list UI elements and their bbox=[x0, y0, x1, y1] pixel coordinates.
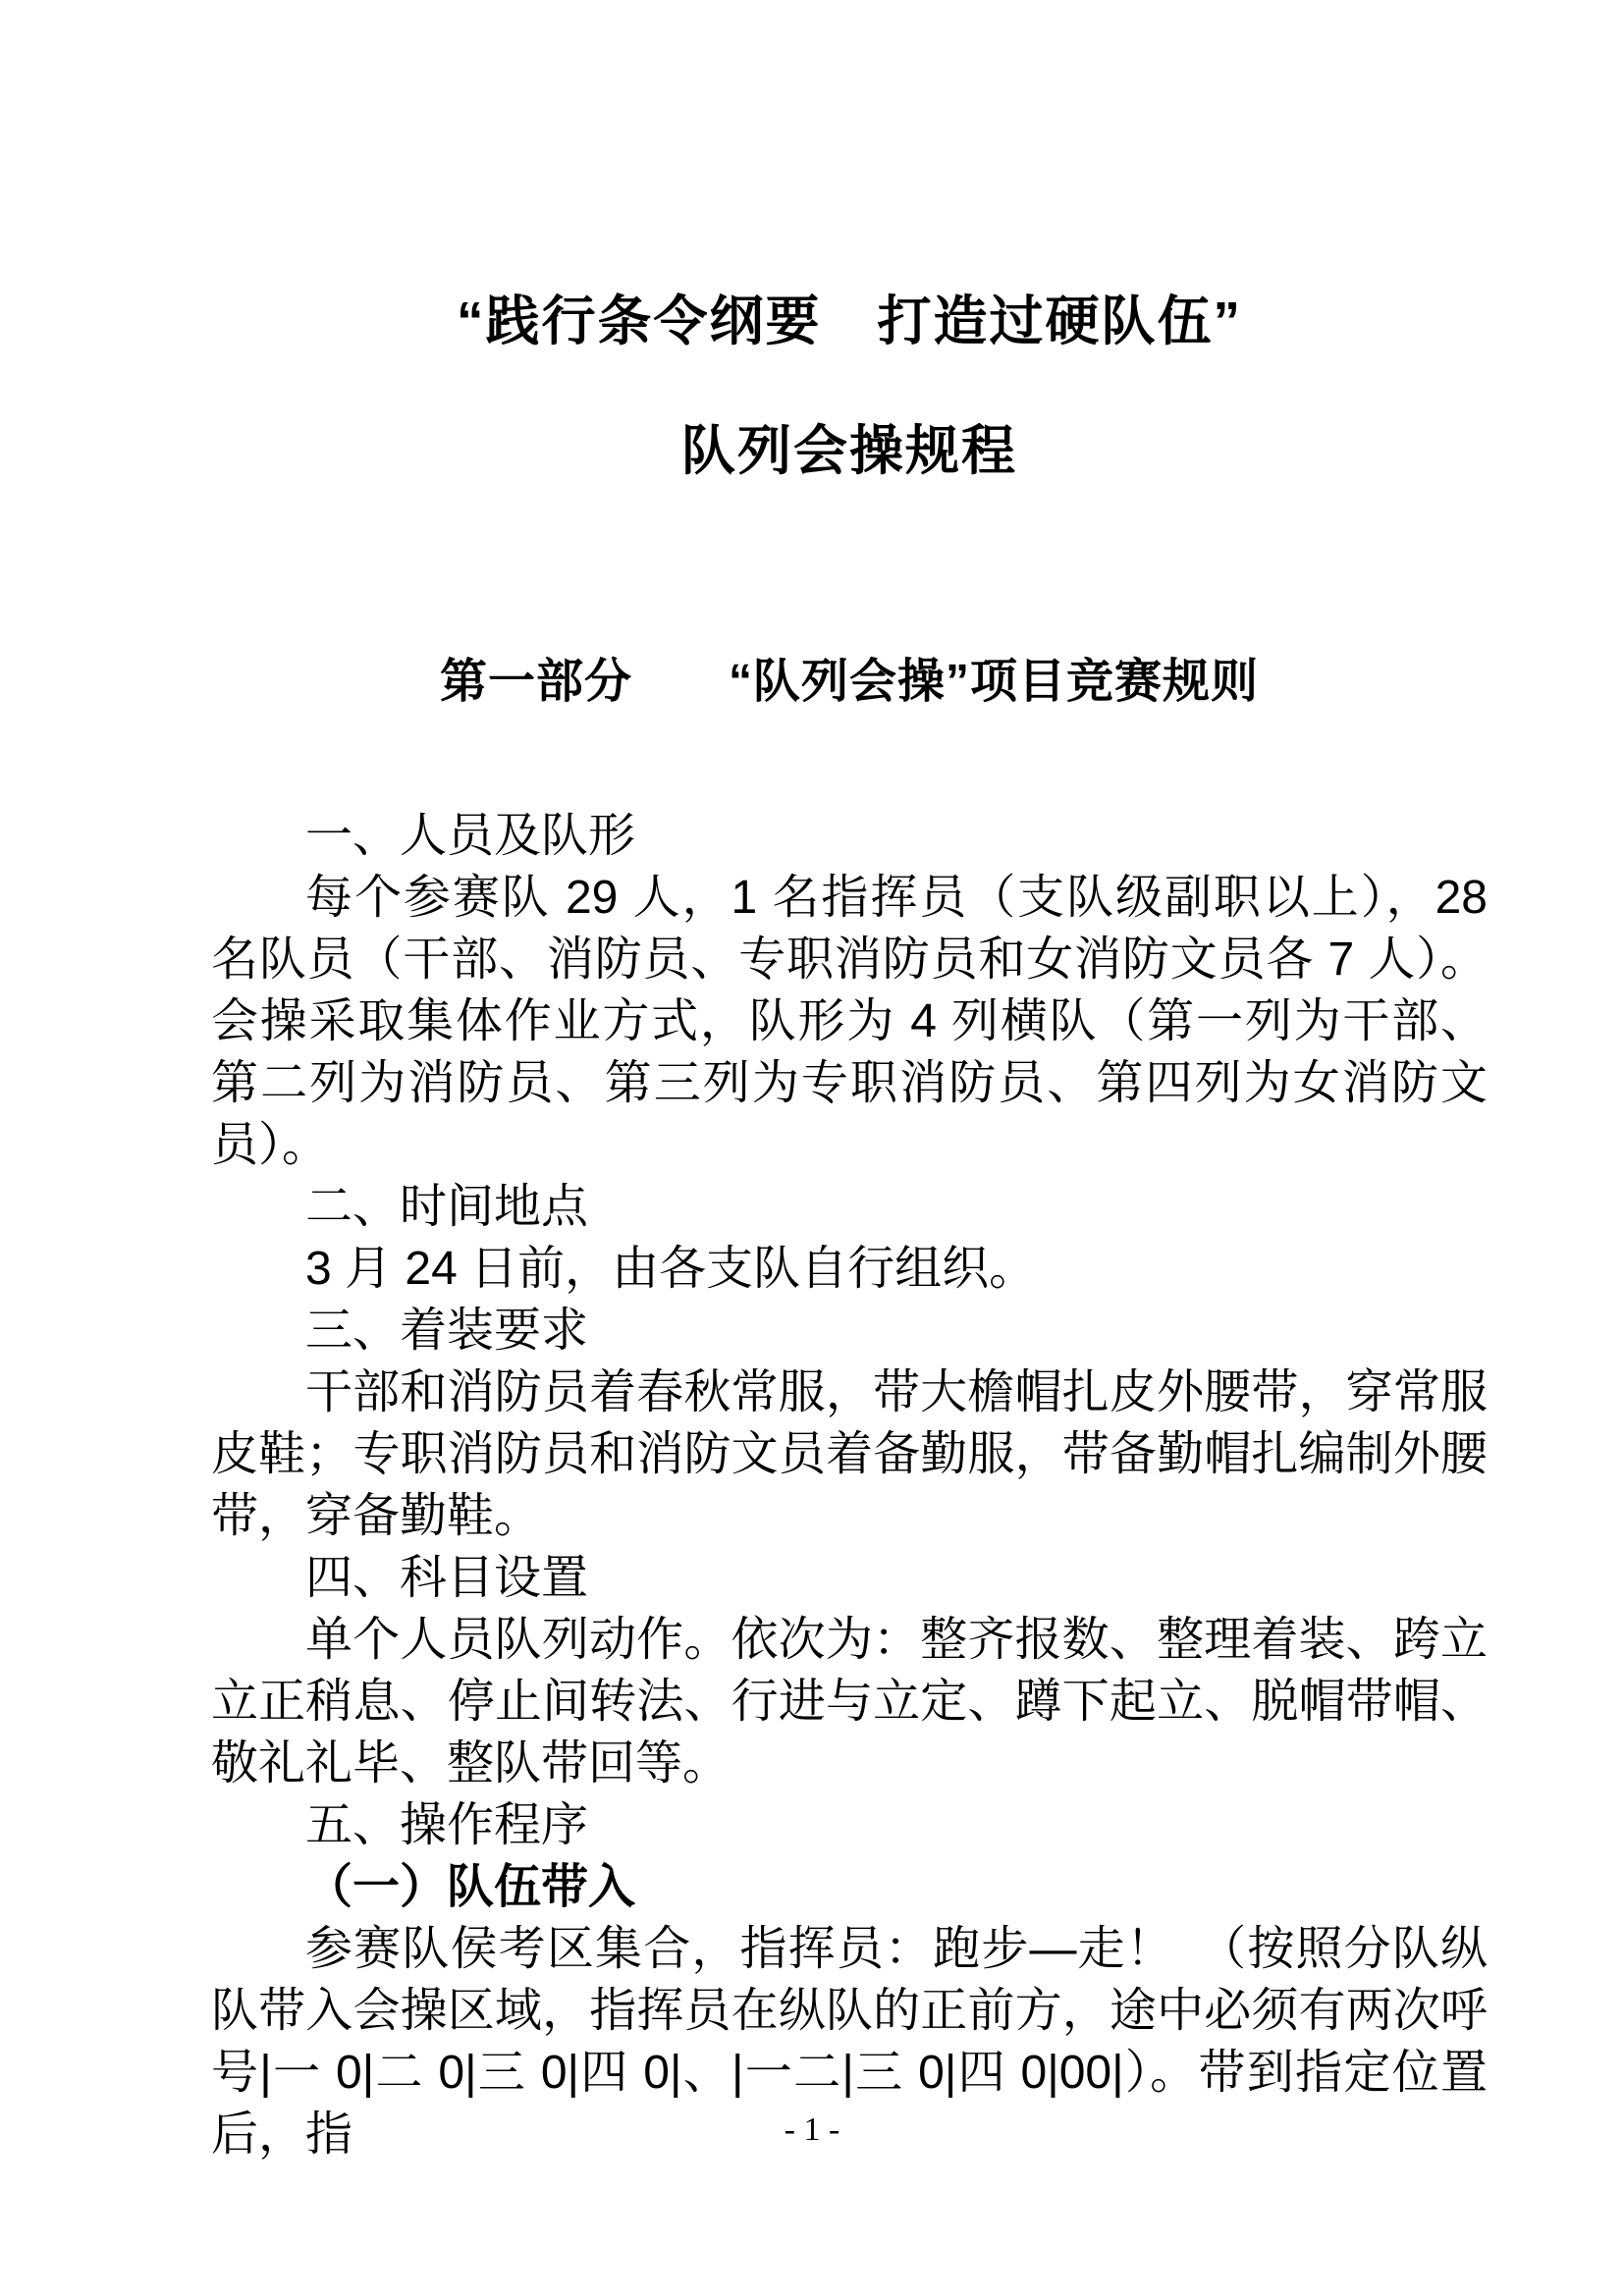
page-number: - 1 - bbox=[784, 2111, 840, 2148]
paragraph-time-place: 3 月 24 日前，由各支队自行组织。 bbox=[305, 1243, 1037, 1295]
paragraph-subject-setup: 单个人员队列动作。依次为：整齐报数、整理着装、跨立立正稍息、停止间转法、行进与立定、蹲下起立、脱帽带帽、敬礼礼毕、整队带回等。 bbox=[211, 1614, 1488, 1789]
section-one-heading: 第一部分 “队列会操”项目竞赛规则 bbox=[439, 656, 1259, 708]
heading-time-place: 二、时间地点 bbox=[305, 1181, 589, 1233]
document-content bbox=[211, 285, 1488, 2165]
heading-operation-procedure: 五、操作程序 bbox=[305, 1799, 589, 1851]
subheading-team-entry: （一）队伍带入 bbox=[305, 1861, 636, 1913]
paragraph-personnel-formation: 每个参赛队 29 人，1 名指挥员（支队级副职以上），28 名队员（干部、消防员、专职消防员和女消防文员各 7 人）。会操采取集体作业方式，队形为 4 列横队（第一列为干部、第二列为消防员、第三列为专职消防员、第四列为女消防文员）。 bbox=[211, 872, 1488, 1171]
paragraph-team-entry: 参赛队侯考区集合，指挥员：跑步—走！ （按照分队纵队带入会操区域，指挥员在纵队的正前方，途中必须有两次呼号|一 0|二 0|三 0|四 0|、|一二|三 0|四 0|00|）。带到指定位置后，指 bbox=[211, 1923, 1488, 2161]
paragraph-dress-requirements: 干部和消防员着春秋常服，带大檐帽扎皮外腰带，穿常服皮鞋；专职消防员和消防文员着备勤服，带备勤帽扎编制外腰带，穿备勤鞋。 bbox=[211, 1366, 1488, 1542]
heading-subject-setup: 四、科目设置 bbox=[305, 1552, 589, 1604]
document-body bbox=[211, 805, 1488, 2165]
heading-dress-requirements: 三、着装要求 bbox=[305, 1305, 589, 1357]
document-title-line2: 队列会操规程 bbox=[680, 420, 1017, 481]
heading-personnel-formation: 一、人员及队形 bbox=[305, 810, 636, 862]
document-title-line1: “践行条令纲要 打造过硬队伍” bbox=[456, 291, 1242, 351]
